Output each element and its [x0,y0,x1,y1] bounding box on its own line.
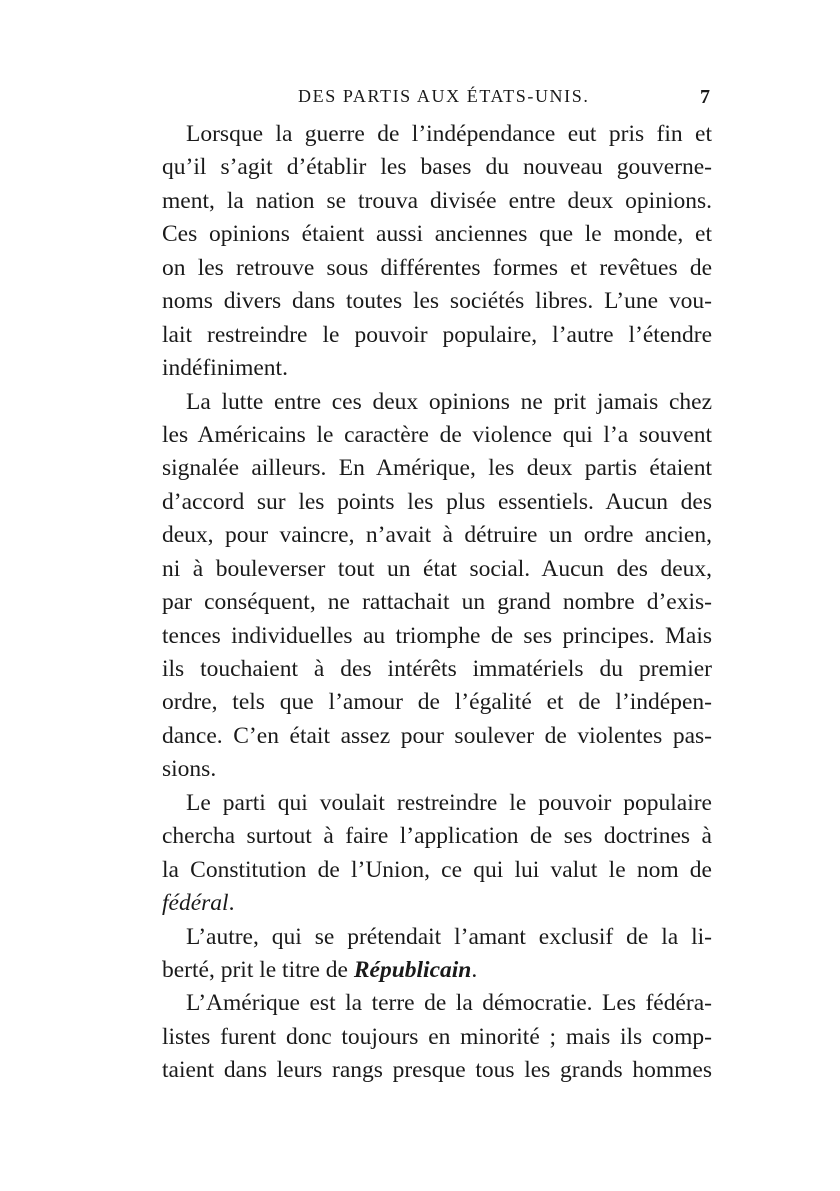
text-line [162,185,712,218]
page-number: 7 [700,86,710,108]
text-line-content: ils touchaient à des intérêts immatériels du premier [162,656,712,682]
text-line [162,787,712,820]
text-line [162,1021,712,1054]
text-line-content: La lutte entre ces deux opinions ne prit jamais chez [186,388,712,415]
text-line-content: listes furent donc toujours en minorité ; mais ils comp- [162,1023,712,1050]
text-line-content: ment, la nation se trouva divisée entre deux opinions. [162,187,712,214]
text-line [162,553,712,586]
text-line [162,854,712,887]
italic-term: fédéral [162,890,229,917]
text-line [162,118,712,151]
text-line [162,954,712,987]
text-line-content: qu’il s’agit d’établir les bases du nouveau gouverne- [162,154,712,181]
text-line [162,1054,712,1087]
text-line-content: chercha surtout à faire l’application de ses doctrines à [162,823,712,850]
text-line-content: sions. [162,756,217,783]
text-line-content: berté, prit le titre de [162,956,354,983]
text-line-content: ni à bouleverser tout un état social. Aucun des deux, [162,555,712,582]
text-line [162,352,712,385]
text-line [162,452,712,485]
text-line-content: la Constitution de l’Union, ce qui lui valut le nom de [162,856,712,883]
text-line [162,519,712,552]
text-line-content: Ces opinions étaient aussi anciennes que le monde, et [162,221,712,248]
text-line [162,921,712,954]
text-line-content: L’autre, qui se prétendait l’amant exclusif de la li- [186,923,712,950]
text-line-content: dance. C’en était assez pour soulever de violentes pas- [162,722,712,749]
text-line-content: par conséquent, ne rattachait un grand nombre d’exis- [162,589,712,616]
text-line-content: lait restreindre le pouvoir populaire, l’autre l’étendre [162,321,712,348]
text-line-content: les Américains le caractère de violence qui l’a souvent [162,421,712,448]
text-line-content: on les retrouve sous différentes formes et revêtues de [162,254,712,281]
text-line-content: noms divers dans toutes les sociétés libres. L’une vou- [162,288,712,315]
text-line-content: indéfiniment. [162,355,288,382]
italic-term: Républicain [353,956,472,983]
text-line [162,218,712,251]
text-line-content: signalée ailleurs. En Amérique, les deux partis étaient [162,455,712,482]
text-line [162,319,712,352]
text-line [162,285,712,318]
text-line-content: d’accord sur les points les plus essentiels. Aucun des [162,488,712,515]
text-line-content: L’Amérique est la terre de la démocratie. Les fédéra- [186,990,712,1017]
text-line [162,753,712,786]
text-line [162,987,712,1020]
running-title: DES PARTIS AUX ÉTATS-UNIS. [298,86,590,106]
text-line [162,486,712,519]
text-line-punctuation: . [471,956,478,983]
text-line-punctuation: . [228,890,235,917]
text-line [162,419,712,452]
text-line-content: tences individuelles au triomphe de ses principes. Mais [162,622,712,649]
text-line [162,151,712,184]
text-line-content: deux, pour vaincre, n’avait à détruire un ordre ancien, [162,522,712,549]
text-line-content: Le parti qui voulait restreindre le pouvoir populaire [186,789,712,816]
text-line [162,820,712,853]
text-line [162,586,712,619]
text-line-content: ordre, tels que l’amour de l’égalité et de l’indépen- [162,689,712,716]
text-line [162,720,712,753]
text-line [162,252,712,285]
text-line [162,686,712,719]
text-line [162,653,712,686]
text-line [162,386,712,419]
text-line [162,887,712,920]
text-line-content: taient dans leurs rangs presque tous les grands hommes [162,1057,712,1084]
running-header [162,86,712,114]
text-line-content: Lorsque la guerre de l’indépendance eut pris fin et [186,121,712,147]
page-body-text [162,118,712,1088]
text-line [162,620,712,653]
